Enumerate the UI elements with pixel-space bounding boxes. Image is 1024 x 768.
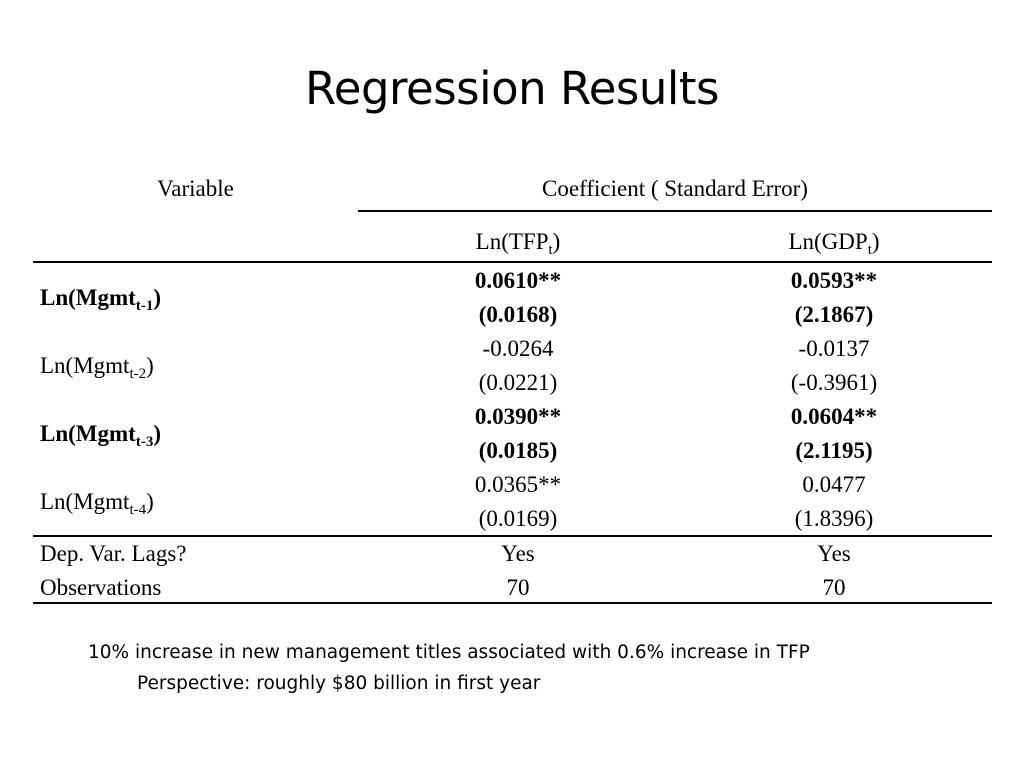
- slide-title: Regression Results: [305, 62, 719, 115]
- table-row: [33, 468, 992, 502]
- table-row: [33, 298, 992, 332]
- gdp-lags-value: Yes: [817, 541, 851, 566]
- tfp-standard-error: (0.0168): [478, 302, 558, 327]
- gdp-coefficient: -0.0137: [798, 336, 870, 361]
- gdp-standard-error: (1.8396): [794, 506, 874, 531]
- gdp-standard-error: (-0.3961): [790, 370, 878, 395]
- header-rule: [33, 261, 992, 263]
- column-header-tfp: $Ln(TFP_t)$: [475, 229, 561, 258]
- footer-label-observations: Observations: [40, 575, 162, 600]
- gdp-coefficient: 0.0477: [802, 472, 866, 497]
- table-row: [33, 434, 992, 468]
- gdp-coefficient: 0.0604**: [790, 404, 878, 429]
- gdp-standard-error: (2.1195): [795, 438, 873, 463]
- tfp-coefficient: -0.0264: [482, 336, 554, 361]
- tfp-standard-error: (0.0185): [478, 438, 558, 463]
- bottom-rule: [33, 602, 992, 604]
- table-row: [33, 571, 992, 605]
- tfp-observations-value: 70: [506, 575, 530, 600]
- note-main: 10% increase in new management titles associated with 0.6% increase in TFP: [88, 642, 810, 663]
- table-row: [33, 366, 992, 400]
- tfp-standard-error: (0.0221): [478, 370, 558, 395]
- tfp-coefficient: 0.0610**: [474, 268, 562, 293]
- table-row: [33, 400, 992, 434]
- header-coefficient: Coefficient ( Standard Error): [542, 176, 808, 201]
- note-perspective: Perspective: roughly $80 billion in first year: [137, 673, 541, 694]
- tfp-coefficient: 0.0365**: [474, 472, 562, 497]
- gdp-observations-value: 70: [822, 575, 846, 600]
- table-row: [33, 332, 992, 366]
- tfp-standard-error: (0.0169): [478, 506, 558, 531]
- row-label-mgmt-t3: Ln(Mgmt$_{t-3}$): [40, 421, 161, 450]
- row-label-mgmt-t1: Ln(Mgmt$_{t-1}$): [40, 285, 161, 314]
- table-row: [33, 502, 992, 536]
- tfp-lags-value: Yes: [501, 541, 535, 566]
- table-row: [33, 264, 992, 298]
- gdp-coefficient: 0.0593**: [790, 268, 878, 293]
- gdp-standard-error: (2.1867): [794, 302, 874, 327]
- header-subrule: [358, 210, 992, 212]
- table-row: [33, 537, 992, 571]
- table-header-row: [33, 172, 992, 206]
- row-label-mgmt-t2: Ln(Mgmt$_{t-2}$): [40, 353, 154, 382]
- footer-label-lags: Dep. Var. Lags?: [40, 541, 187, 566]
- header-variable: Variable: [157, 176, 234, 201]
- tfp-coefficient: 0.0390**: [474, 404, 562, 429]
- column-header-gdp: $Ln(GDP_t)$: [788, 229, 880, 258]
- row-label-mgmt-t4: Ln(Mgmt$_{t-4}$): [40, 489, 154, 518]
- table-column-row: [33, 225, 992, 259]
